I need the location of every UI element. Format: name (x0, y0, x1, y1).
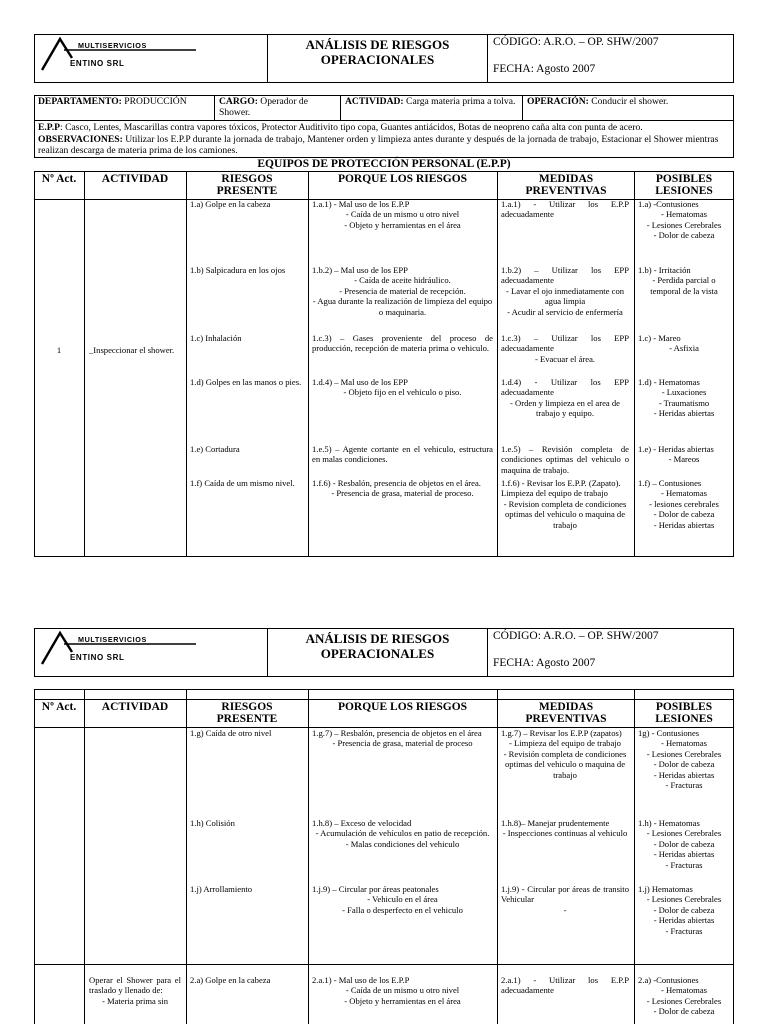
possible-injury-line: - Mareos (668, 454, 700, 465)
risk-present (190, 975, 304, 985)
risk-cause-line: 1.e.5) – Agente cortante en el vehiculo, estructura en malas condiciones. (312, 444, 493, 465)
possible-injury-line: - Lesiones Cerebrales (646, 828, 722, 839)
risk-cause-line: 1.a.1) - Mal uso de los E.P.P (312, 199, 410, 209)
risk-cause-line: 1.c.3) – Gases proveniente del proceso de producción, recepción de materia prima o vehiculo. (312, 333, 493, 354)
preventive-measure-line: - Evacuar el área. (534, 353, 596, 364)
possible-injury (638, 199, 730, 241)
risk-cause-line: - Objeto fijo en el vehiculo o piso. (343, 387, 462, 398)
risk-present (190, 444, 304, 454)
preventive-measure-line: 1.h.8)– Manejar prudentemente (501, 818, 610, 828)
preventive-measure-line: - Limpieza del equipo de trabajo (509, 738, 621, 749)
header-row-divider (34, 699, 734, 700)
col-divider (308, 689, 309, 1024)
risk-cause (312, 478, 493, 499)
possible-injury (638, 377, 730, 419)
possible-injury-line: - Lesiones Cerebrales (646, 748, 722, 759)
possible-injury (638, 333, 730, 354)
preventive-measure-line: 1.j.9) - Circular por áreas de transito Vehicular (501, 884, 629, 905)
preventive-measure-line: - Inspecciones continuas al vehiculo (502, 828, 628, 839)
possible-injury-line: - Hematomas (660, 738, 708, 749)
row-divider (34, 964, 734, 965)
possible-injury-line: - Fracturas (665, 859, 703, 870)
col-header-porque: PORQUE LOS RIESGOS (337, 173, 468, 185)
col-header-porque: PORQUE LOS RIESGOS (337, 701, 468, 713)
risk-cause (312, 728, 493, 749)
risk-present-line: 1.b) Salpicadura en los ojos (190, 265, 286, 275)
col-divider (497, 689, 498, 1024)
preventive-measure-line: 1.b.2) – Utilizar los EPP adecuadamente (501, 265, 629, 286)
possible-injury (638, 884, 730, 936)
possible-injury-line: - Fracturas (665, 925, 703, 936)
risk-cause-line: - Presencia de grasa, material de proceso. (331, 488, 474, 499)
preventive-measure (501, 728, 629, 780)
preventive-measure (501, 884, 629, 915)
risk-present-line: 1.e) Cortadura (190, 444, 240, 454)
risk-present (190, 884, 304, 894)
preventive-measure (501, 975, 629, 996)
risk-cause-line: - Presencia de material de recepción. (339, 285, 466, 296)
document-date: FECHA: Agosto 2007 (493, 657, 596, 669)
possible-injury-line: 1.e) - Heridas abiertas (638, 444, 714, 454)
preventive-measure (501, 265, 629, 317)
risk-cause (312, 818, 493, 849)
possible-injury-line: - Luxaciones (661, 387, 707, 398)
risk-cause-line: - Falla o desperfecto en el vehiculo (342, 904, 463, 915)
risk-cause-line: - Caída de aceite hidráulico. (354, 275, 451, 286)
risk-present (190, 333, 304, 343)
activity-description-line: Operar el Shower para el traslado y llenado de: (89, 975, 181, 996)
preventive-measure-line: 1.e.5) – Revisión completa de condiciones optimas del vehiculo o maquina de trabajo. (501, 444, 629, 475)
risk-cause-line: - Caída de un mismo u otro nivel (345, 209, 460, 220)
risk-cause (312, 265, 493, 317)
risk-present-line: 1.d) Golpes en las manos o pies. (190, 377, 302, 387)
possible-injury-line: - Heridas abiertas (653, 769, 715, 780)
document-code: CÓDIGO: A.R.O. – OP. SHW/2007 (493, 36, 659, 48)
possible-injury-line: - lesiones cerebrales (649, 498, 719, 509)
possible-injury-line: - Dolor de cabeza (653, 230, 715, 241)
risk-cause-line: - Caída de un mismo u otro nivel (345, 985, 460, 996)
preventive-measure-line: 1.c.3) – Utilizar los EPP adecuadamente (501, 333, 629, 354)
risk-present-line: 1.g) Caída de otro nivel (190, 728, 272, 738)
activity-description-line: - Materia prima sin (101, 995, 169, 1006)
col-divider (186, 171, 187, 557)
preventive-measure (501, 478, 629, 530)
risk-cause-line: - Objeto y herramientas en el área (344, 995, 461, 1006)
risk-present-line: 1.f) Caída de um mismo nivel. (190, 478, 295, 488)
col-header-lesiones: POSIBLES LESIONES (655, 701, 713, 725)
risk-cause (312, 444, 493, 465)
col-header-medidas: MEDIDAS PREVENTIVAS (525, 173, 607, 197)
possible-injury (638, 728, 730, 790)
divider (34, 120, 734, 121)
possible-injury-line: 2.a) -Contusiones (638, 975, 699, 985)
risk-present (190, 728, 304, 738)
document-title: ANÁLISIS DE RIESGOS OPERACIONALES (305, 37, 450, 67)
divider (487, 34, 488, 83)
possible-injury-line: 1.j) Hematomas (638, 884, 693, 894)
activity-number: 1 (56, 345, 62, 355)
preventive-measure-line: 1.a.1) - Utilizar los E.P.P adecuadamente (501, 199, 629, 220)
risk-cause-line: - Acumulación de vehículos en patio de recepción. (315, 828, 490, 839)
col-header-riesgos: RIESGOS PRESENTE (216, 173, 278, 197)
possible-injury-line: - Asfixia (669, 343, 699, 354)
operacion-field: OPERACIÓN: Conducir el shower. (527, 96, 669, 107)
col-header-lesiones: POSIBLES LESIONES (655, 173, 713, 197)
cargo-field: CARGO: Operador de Shower. (219, 96, 308, 118)
col-header-num: Nº Act. (41, 701, 77, 713)
col-divider (308, 171, 309, 557)
risk-cause-line: 1.b.2) – Mal uso de los EPP (312, 265, 408, 275)
possible-injury-line: - Dolor de cabeza (653, 904, 715, 915)
risk-cause (312, 975, 493, 1006)
table-title: EQUIPOS DE PROTECCIÓN PERSONAL (E.P.P) (257, 158, 511, 170)
possible-injury-line: 1.a) -Contusiones (638, 199, 699, 209)
preventive-measure-line: - (563, 904, 567, 915)
epp-field: E.P.P: Casco, Lentes, Mascarillas contra vapores tóxicos, Protector Auditivito tipo copa, Guantes antiácidos, Botas de neopreno caña alta con punta de acero. (38, 122, 643, 133)
preventive-measure-line: 1.f.6) - Revisar los E.P.P. (Zapato). (501, 478, 621, 488)
risk-cause-line: 1.h.8) – Exceso de velocidad (312, 818, 412, 828)
possible-injury-line: - Lesiones Cerebrales (646, 219, 722, 230)
risk-cause-line: - Agua durante la realización de limpieza del equipo o maquinaria. (312, 296, 493, 317)
col-divider (186, 689, 187, 1024)
risk-cause (312, 333, 493, 354)
risk-present (190, 199, 304, 209)
document-date: FECHA: Agosto 2007 (493, 63, 596, 75)
company-name-line2: ENTINO SRL (70, 59, 125, 68)
preventive-measure-line: - Lavar el ojo inmediatamente con agua limpia (505, 285, 625, 307)
possible-injury-line: 1.b) - Irritación (638, 265, 691, 275)
risk-present (190, 818, 304, 828)
divider (214, 95, 215, 120)
col-divider (634, 171, 635, 557)
possible-injury-line: - Dolor de cabeza (653, 838, 715, 849)
col-divider (634, 689, 635, 1024)
col-divider (497, 171, 498, 557)
risk-cause-line: - Vehiculo en el área (367, 894, 438, 905)
preventive-measure-line: - Revision completa de condiciones optimas del vehiculo o maquina de trabajo (503, 498, 627, 530)
preventive-measure (501, 333, 629, 364)
possible-injury-line: - Hematomas (660, 488, 708, 499)
risk-cause-line: 1.j.9) – Circular por áreas peatonales (312, 884, 439, 894)
risk-cause-line: - Presencia de grasa, material de proceso (332, 738, 473, 749)
col-divider (84, 689, 85, 1024)
company-name-line1: MULTISERVICIOS (78, 41, 147, 50)
risk-present (190, 377, 304, 387)
col-header-actividad: ACTIVIDAD (101, 701, 169, 713)
observaciones-field: OBSERVACIONES: Utilizar los E.P.P durante la jornada de trabajo, Mantener orden y limpieza antes durante y después de la jornada de trabajo, Estacionar el Shower mientras realizan descarga de materia prima de los camiones. (38, 134, 719, 156)
possible-injury-line: - Dolor de cabeza (653, 1006, 715, 1017)
possible-injury-line: - Lesiones Cerebrales (646, 894, 722, 905)
document-title: ANÁLISIS DE RIESGOS OPERACIONALES (305, 631, 450, 661)
preventive-measure (501, 444, 629, 475)
possible-injury-line: - Heridas abiertas (653, 408, 715, 419)
risk-cause-line: - Malas condiciones del vehiculo (345, 838, 460, 849)
possible-injury-line: 1.d) - Hematomas (638, 377, 700, 387)
preventive-measure-line: Limpieza del equipo de trabajo (501, 488, 608, 499)
possible-injury-line: 1.c) - Mareo (638, 333, 681, 343)
preventive-measure-line: 2.a.1) - Utilizar los E.P.P adecuadamente (501, 975, 629, 996)
preventive-measure (501, 377, 629, 419)
risk-cause (312, 377, 493, 398)
col-header-actividad: ACTIVIDAD (101, 173, 169, 185)
possible-injury-line: - Hematomas (660, 985, 708, 996)
possible-injury-line: - Dolor de cabeza (653, 509, 715, 520)
preventive-measure-line: - Acudir al servicio de enfermería (507, 306, 623, 317)
risk-present-line: 1.h) Colisión (190, 818, 235, 828)
possible-injury (638, 478, 730, 530)
document-code: CÓDIGO: A.R.O. – OP. SHW/2007 (493, 630, 659, 642)
preventive-measure (501, 818, 629, 839)
col-header-riesgos: RIESGOS PRESENTE (216, 701, 278, 725)
divider (522, 95, 523, 120)
possible-injury-line: - Heridas abiertas (653, 915, 715, 926)
risk-cause (312, 199, 493, 230)
possible-injury-line: - Heridas abiertas (653, 519, 715, 530)
company-name-line1: MULTISERVICIOS (78, 635, 147, 644)
possible-injury-line: - Lesiones Cerebrales (646, 995, 722, 1006)
divider (487, 628, 488, 677)
risk-cause (312, 884, 493, 915)
preventive-measure-line: 1.d.4) - Utilizar los EPP adecuadamente (501, 377, 629, 398)
possible-injury-line: - Fracturas (665, 780, 703, 791)
department-field: DEPARTAMENTO: PRODUCCIÓN (38, 96, 187, 107)
col-header-num: Nº Act. (41, 173, 77, 185)
risk-cause-line: 2.a.1) - Mal uso de los E.P.P (312, 975, 410, 985)
possible-injury-line: - Traumatismo (658, 397, 710, 408)
possible-injury-line: - Hematomas (660, 209, 708, 220)
risk-present (190, 478, 304, 488)
risk-cause-line: 1.d.4) – Mal uso de los EPP (312, 377, 408, 387)
activity-description (89, 975, 181, 1006)
risk-cause-line: 1.f.6) - Resbalón, presencia de objetos en el área. (312, 478, 481, 488)
preventive-measure-line: 1.g.7) – Revisar los E.P.P (zapatos) (501, 728, 622, 738)
risk-cause-line: 1.g.7) – Resbalón, presencia de objetos en el área (312, 728, 482, 738)
risk-present-line: 1.c) Inhalación (190, 333, 242, 343)
possible-injury-line: - Heridas abiertas (653, 849, 715, 860)
possible-injury (638, 818, 730, 870)
possible-injury (638, 444, 730, 465)
risk-cause-line: - Objeto y herramientas en el área (344, 219, 461, 230)
actividad-field: ACTIVIDAD: Carga materia prima a tolva. (345, 96, 516, 107)
possible-injury-line: - Perdida parcial o temporal de la vista (650, 275, 718, 296)
possible-injury-line: 1g) - Contusiones (638, 728, 700, 738)
possible-injury (638, 975, 730, 1017)
divider (340, 95, 341, 120)
preventive-measure (501, 199, 629, 220)
risk-present (190, 265, 304, 275)
risk-present-line: 1.j) Arrollamiento (190, 884, 253, 894)
preventive-measure-line: - Revisión completa de condiciones optimas del vehiculo o maquina de trabajo (503, 748, 627, 780)
possible-injury-line: - Dolor de cabeza (653, 759, 715, 770)
possible-injury-line: 1.f) – Contusiones (638, 478, 702, 488)
possible-injury-line: 1.h) - Hematomas (638, 818, 700, 828)
possible-injury (638, 265, 730, 296)
activity-description: _Inspeccionar el shower. (89, 345, 175, 355)
preventive-measure-line: - Orden y limpieza en el area de trabajo y equipo. (510, 397, 620, 419)
company-name-line2: ENTINO SRL (70, 653, 125, 662)
risk-present-line: 1.a) Golpe en la cabeza (190, 199, 271, 209)
risk-present-line: 2.a) Golpe en la cabeza (190, 975, 271, 985)
col-header-medidas: MEDIDAS PREVENTIVAS (525, 701, 607, 725)
col-divider (84, 171, 85, 557)
